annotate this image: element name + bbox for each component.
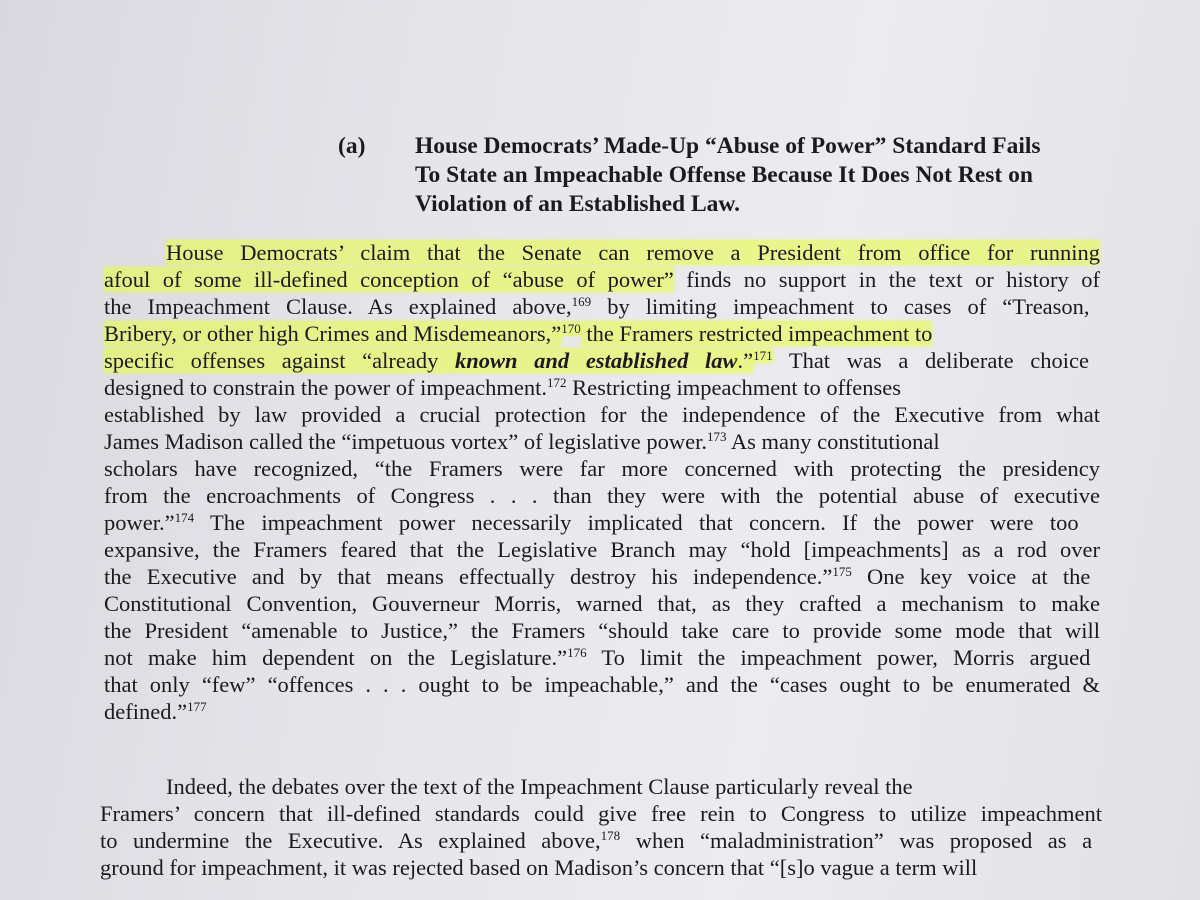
text-line [104, 456, 1100, 482]
text-run: expansive, the Framers feared that the Legislative Branch may “hold [impeachments] as a rod over [104, 537, 1100, 562]
text-run: the Impeachment Clause. As explained above, [104, 294, 572, 319]
text-run: from the encroachments of Congress . . . than they were with the potential abuse of executive [104, 483, 1100, 508]
text-run: ground for impeachment, it was rejected based on Madison’s concern that “[s]o vague a term will [100, 855, 978, 880]
section-label: (a) [338, 133, 366, 159]
footnote-ref: 175 [832, 564, 852, 579]
text-run: finds no support in the text or history of [673, 267, 1100, 292]
text-run: established by law provided a crucial protection for the independence of the Executive from what [104, 402, 1100, 427]
highlighted-text: afoul of some ill-defined conception of “abuse of power” [104, 267, 674, 292]
text-run: Framers’ concern that ill-defined standards could give free rein to Congress to utilize impeachment [100, 801, 1102, 826]
text-line [104, 672, 1100, 698]
text-run: power.” [104, 510, 175, 535]
text-run: that only “few” “offences . . . ought to be impeachable,” and the “cases ought to be enumerated & [104, 672, 1100, 697]
text-run: the President “amenable to Justice,” the Framers “should take care to provide some mode that will [104, 618, 1100, 643]
text-run: The impeachment power necessarily implicated that concern. If the power were too [194, 510, 1079, 535]
text-run: One key voice at the [851, 564, 1091, 589]
text-run: when “maladministration” was proposed as a [620, 828, 1093, 853]
footnote-ref: 169 [571, 294, 592, 309]
footnote-ref: 171 [753, 348, 773, 363]
text-run: Indeed, the debates over the text of the Impeachment Clause particularly reveal the [166, 774, 913, 799]
footnote-ref: 173 [706, 429, 727, 444]
text-run: James Madison called the “impetuous vortex” of legislative power. [104, 429, 707, 454]
text-line [166, 240, 1100, 266]
highlighted-text: specific offenses against “already [104, 348, 455, 373]
text-line [104, 645, 1090, 671]
section-heading-text [415, 132, 1105, 219]
text-run: As many constitutional [726, 429, 940, 454]
text-line [104, 321, 932, 347]
text-run: not make him dependent on the Legislature.” [104, 645, 568, 670]
text-run: Constitutional Convention, Gouverneur Morris, warned that, as they crafted a mechanism to make [104, 591, 1100, 616]
text-line [104, 294, 1090, 320]
footnote-ref: 172 [547, 375, 567, 390]
text-line [104, 591, 1100, 617]
highlighted-text: .” [737, 348, 754, 373]
text-line [100, 801, 1102, 827]
heading-line: House Democrats’ Made-Up “Abuse of Power” Standard Fails [415, 133, 1041, 159]
text-run: To limit the impeachment power, Morris argued [586, 645, 1091, 670]
highlighted-text: known and established law [455, 348, 738, 373]
text-line [100, 855, 977, 881]
text-line [104, 564, 1090, 590]
text-run: defined.” [104, 699, 188, 724]
text-run: That was a deliberate choice [772, 348, 1089, 373]
text-line [104, 429, 940, 455]
footnote-ref: 170 [561, 321, 581, 336]
text-line [104, 510, 1079, 536]
text-line [166, 774, 913, 800]
text-run: the Executive and by that means effectually destroy his independence.” [104, 564, 833, 589]
text-run: designed to constrain the power of impeachment. [104, 375, 547, 400]
highlighted-text: House Democrats’ claim that the Senate can remove a President from office for running [166, 240, 1100, 265]
text-run: Restricting impeachment to offenses [566, 375, 902, 400]
text-line [104, 348, 1089, 374]
text-run: scholars have recognized, “the Framers were far more concerned with protecting the presidency [104, 456, 1100, 481]
text-run: to undermine the Executive. As explained above, [100, 828, 601, 853]
footnote-ref: 174 [174, 510, 195, 525]
text-line [104, 537, 1100, 563]
heading-line: Violation of an Established Law. [415, 191, 740, 217]
footnote-ref: 178 [600, 828, 621, 843]
text-line [104, 483, 1100, 509]
heading-line: To State an Impeachable Offense Because It Does Not Rest on [415, 162, 1033, 188]
text-line [104, 618, 1100, 644]
text-line [104, 375, 901, 401]
highlighted-text: Bribery, or other high Crimes and Misdemeanors,” [104, 321, 562, 346]
footnote-ref: 177 [187, 699, 207, 714]
text-line [104, 402, 1100, 428]
text-line [104, 699, 207, 725]
text-line [100, 828, 1092, 854]
highlighted-text: the Framers restricted impeachment to [580, 321, 933, 346]
text-line [104, 267, 1100, 293]
text-run: by limiting impeachment to cases of “Treason, [591, 294, 1090, 319]
footnote-ref: 176 [567, 645, 587, 660]
